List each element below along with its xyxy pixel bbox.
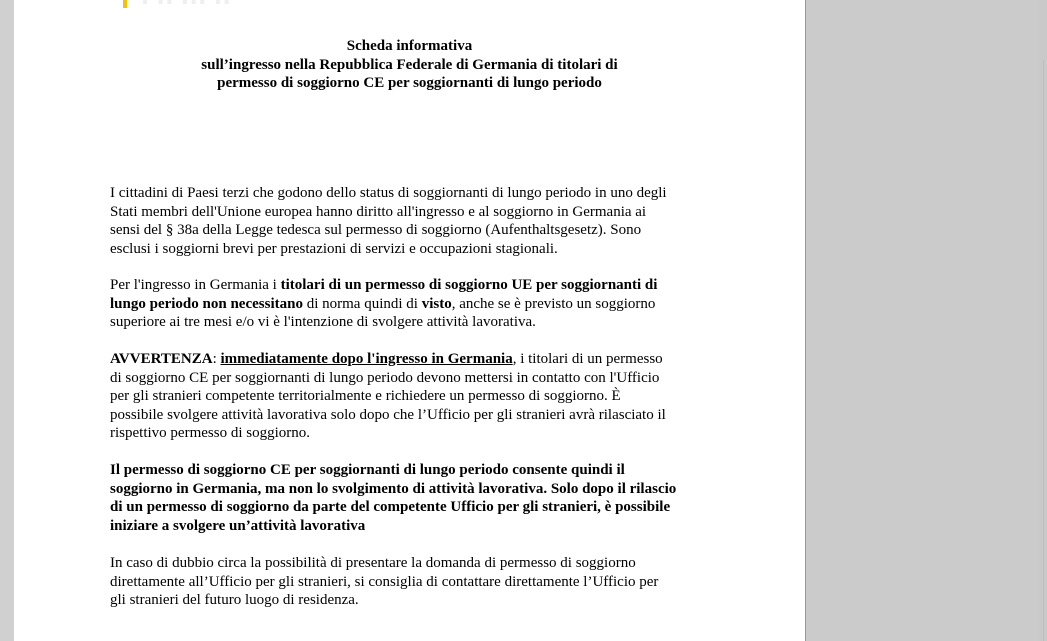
text-line: rispettivo permesso di soggiorno. [110, 425, 310, 441]
title-line: Scheda informativa [346, 38, 473, 54]
text-line [110, 350, 730, 369]
text-line: Il permesso di soggiorno CE per soggiornanti di lungo periodo consente quindi il [110, 462, 625, 478]
paragraph-warning [110, 350, 730, 443]
text-line: soggiorno in Germania, ma non lo svolgimento di attività lavorativa. Solo dopo il rilascio [110, 480, 677, 497]
bold-run: visto [421, 295, 452, 312]
viewer-left-margin [0, 0, 14, 641]
text-run: di norma quindi di [302, 295, 422, 312]
bold-run: lungo periodo non necessitano [110, 295, 303, 312]
text-run: , i titolari di un permesso [512, 351, 663, 367]
bold-run: titolari di un permesso di soggiorno UE per soggiornanti di [280, 277, 658, 293]
underlined-bold-run: immediatamente dopo l'ingresso in Germania [220, 351, 513, 367]
text-run: : [212, 351, 221, 367]
text-run: Per l'ingresso in Germania i [110, 277, 281, 293]
text-line: Stati membri dell'Unione europea hanno diritto all'ingresso e al soggiorno in Germania ai [110, 203, 647, 220]
text-line: gli stranieri del futuro luogo di residenza. [110, 592, 359, 608]
scrollbar-track-line [1043, 60, 1044, 641]
text-line [110, 276, 730, 295]
text-run: , anche se è previsto un soggiorno [451, 295, 656, 312]
warning-label: AVVERTENZA [110, 351, 213, 367]
document-page [14, 0, 806, 641]
faded-header-text: ▪ ▪▪ ▪▪▪ ▪▪ [142, 0, 233, 11]
text-line: iniziare a svolgere un’attività lavorativa [110, 517, 366, 534]
paragraph-entry [110, 276, 730, 332]
text-line: superiore ai tre mesi e/o vi è l'intenzione di svolgere attività lavorativa. [110, 314, 536, 330]
paragraph-status [110, 184, 730, 258]
text-line: di soggiorno CE per soggiornanti di lungo periodo devono mettersi in contatto con l'Ufficio [110, 369, 660, 386]
text-line [110, 295, 730, 314]
title-line: sull’ingresso nella Repubblica Federale di Germania di titolari di [201, 56, 618, 73]
text-line: In caso di dubbio circa la possibilità di presentare la domanda di permesso di soggiorno [110, 555, 636, 571]
text-line: di un permesso di soggiorno da parte del competente Ufficio per gli stranieri, è possibile [110, 499, 671, 515]
header-logo-mark [123, 0, 127, 8]
text-line: esclusi i soggiorni brevi per prestazioni di servizi e occupazioni stagionali. [110, 240, 558, 257]
text-line: direttamente all’Ufficio per gli stranieri, si consiglia di contattare direttamente l’Ufficio per [110, 573, 659, 590]
text-line: possibile svolgere attività lavorativa solo dopo che l’Ufficio per gli stranieri avrà rilasciato il [110, 406, 666, 423]
paragraph-permit-note [110, 461, 730, 535]
text-line: per gli stranieri competente territorialmente e richiedere un permesso di soggiorno. È [110, 388, 621, 404]
paragraph-advice [110, 554, 730, 610]
document-title [14, 37, 805, 93]
text-line: sensi del § 38a della Legge tedesca sul permesso di soggiorno (Aufenthaltsgesetz). Sono [110, 222, 642, 238]
title-line: permesso di soggiorno CE per soggiornanti di lungo periodo [217, 75, 602, 91]
text-line: I cittadini di Paesi terzi che godono dello status di soggiornanti di lungo periodo in uno degli [110, 185, 667, 201]
